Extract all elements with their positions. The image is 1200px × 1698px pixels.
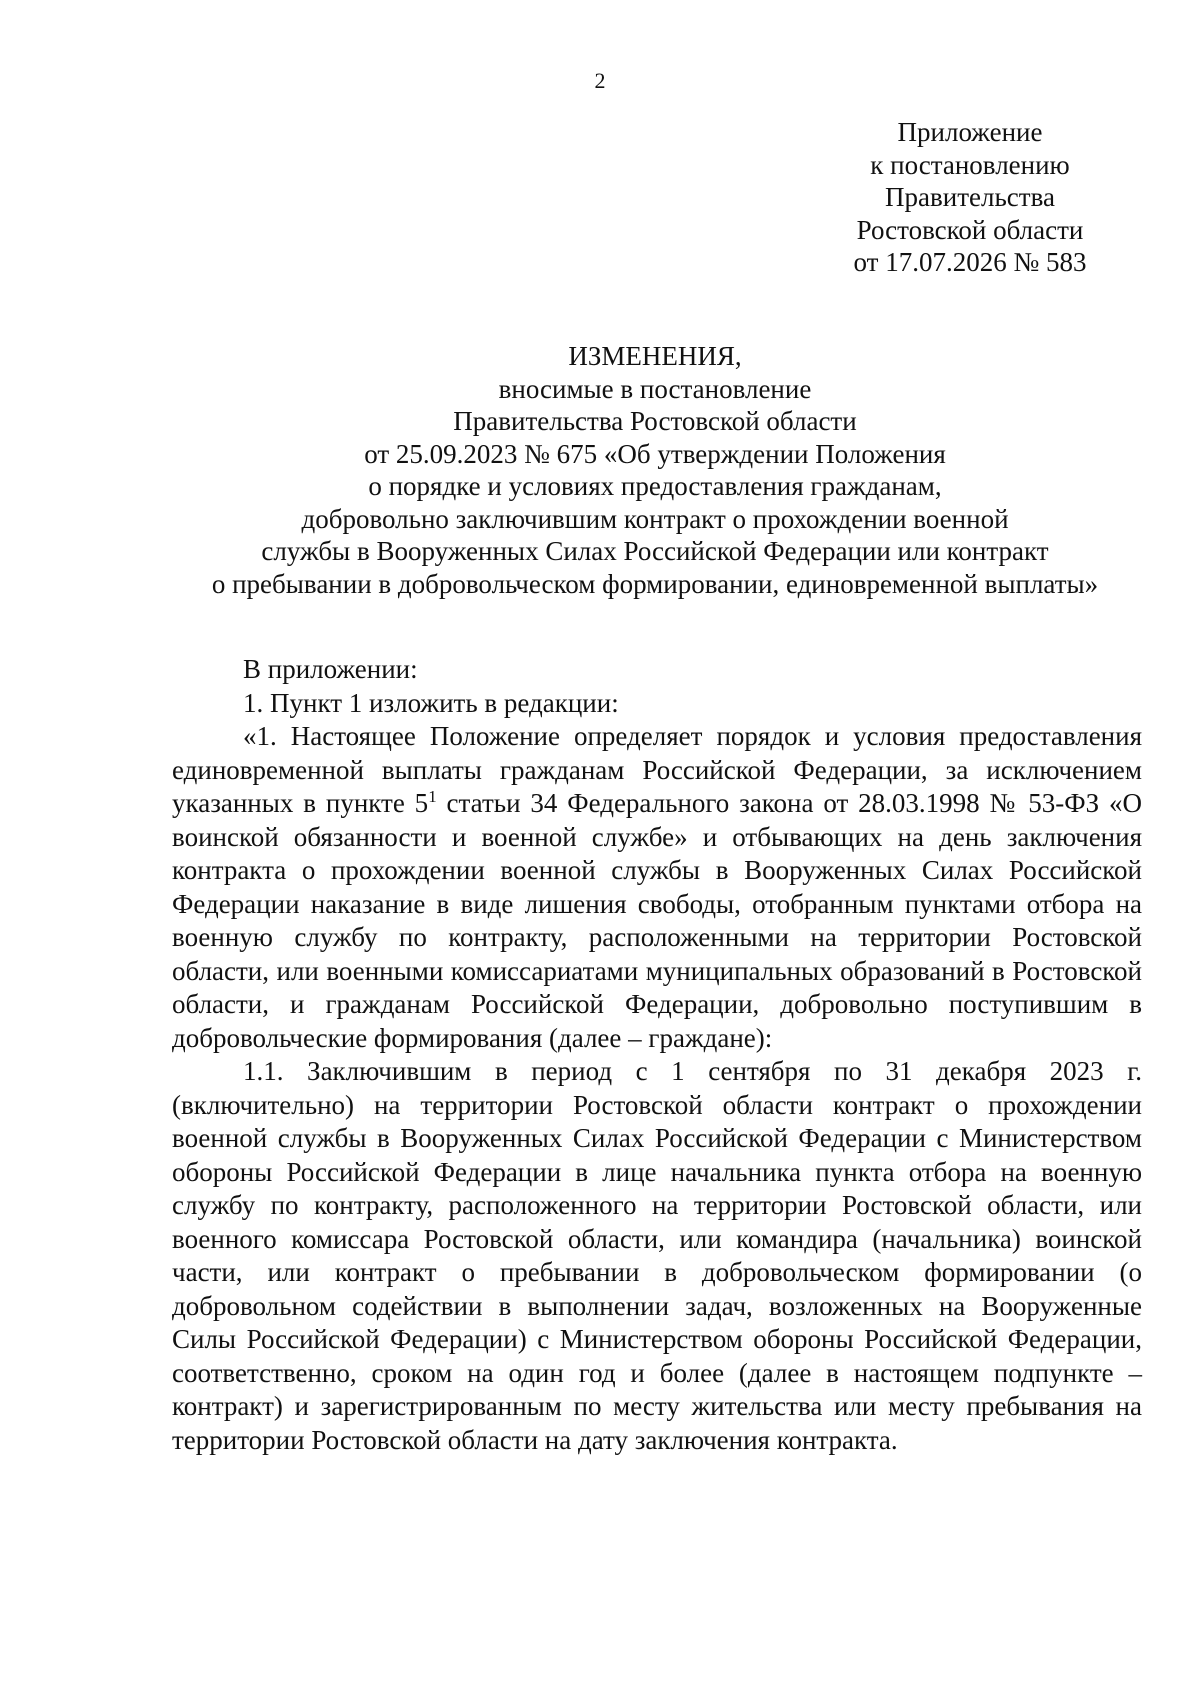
appendix-line: от 17.07.2026 № 583 <box>853 247 1087 277</box>
para1-text-end: статьи 34 Федерального закона от 28.03.1998 № 53-ФЗ «О воинской обязанности и военной службе» и отбывающих на день заключения контракта о прохождении военной службы в Вооруженных Силах Российской Федерации наказание в виде лишения свободы, отобранным пунктами отбора на военную службу по контракту, расположенными на территории Ростовской области, или военными комиссариатами муниципальных образований в Ростовской области, и гражданам Российской Федерации, добровольно поступившим в добровольческие формирования (далее – граждане): <box>172 788 1142 1053</box>
appendix-block <box>820 116 1120 279</box>
page-number: 2 <box>594 68 606 93</box>
heading-line: службы в Вооруженных Силах Российской Федерации или контракт <box>261 536 1049 566</box>
document-heading <box>100 340 1200 600</box>
heading-title: ИЗМЕНЕНИЯ, <box>568 341 742 371</box>
heading-line: от 25.09.2023 № 675 «Об утверждении Положения <box>364 438 946 469</box>
appendix-line: Правительства <box>885 182 1055 212</box>
para1-text-start: «1. Настоящее Положение определяет порядок и условия предоставления единовременной выплаты гражданам Российской Федерации, за исключением указанных в пункте 5 <box>172 721 1142 818</box>
heading-line: Правительства Ростовской области <box>453 406 857 436</box>
superscript-1: 1 <box>428 787 437 806</box>
body-paragraph-1 <box>172 720 1142 1055</box>
body-paragraph-1-1: 1.1. Заключившим в период с 1 сентября по 31 декабря 2023 г. (включительно) на территории Ростовской области контракт о прохождении военной службы в Вооруженных Силах Российской Федерации с Министерством обороны Российской Федерации в лице начальника пункта отбора на военную службу по контракту, расположенного на территории Ростовской области, или военного комиссара Ростовской области, или командира (начальника) воинской части, или контракт о пребывании в добровольческом формировании (о добровольном содействии в выполнении задач, возложенных на Вооруженные Силы Российской Федерации) с Министерством обороны Российской Федерации, соответственно, сроком на один год и более (далее в настоящем подпункте – контракт) и зарегистрированным по месту жительства или месту пребывания на территории Ростовской области на дату заключения контракта. <box>172 1056 1142 1455</box>
appendix-line: Приложение <box>897 117 1043 147</box>
heading-line: добровольно заключившим контракт о прохождении военной <box>301 503 1009 534</box>
heading-line: о пребывании в добровольческом формировании, единовременной выплаты» <box>211 568 1099 599</box>
appendix-line: к постановлению <box>870 149 1070 180</box>
appendix-line: Ростовской области <box>856 214 1084 245</box>
heading-line: вносимые в постановление <box>498 373 812 404</box>
heading-line: о порядке и условиях предоставления гражданам, <box>368 471 942 501</box>
body-intro: В приложении: <box>243 654 418 684</box>
body-item-1: 1. Пункт 1 изложить в редакции: <box>243 687 619 718</box>
document-body <box>172 653 1142 1457</box>
